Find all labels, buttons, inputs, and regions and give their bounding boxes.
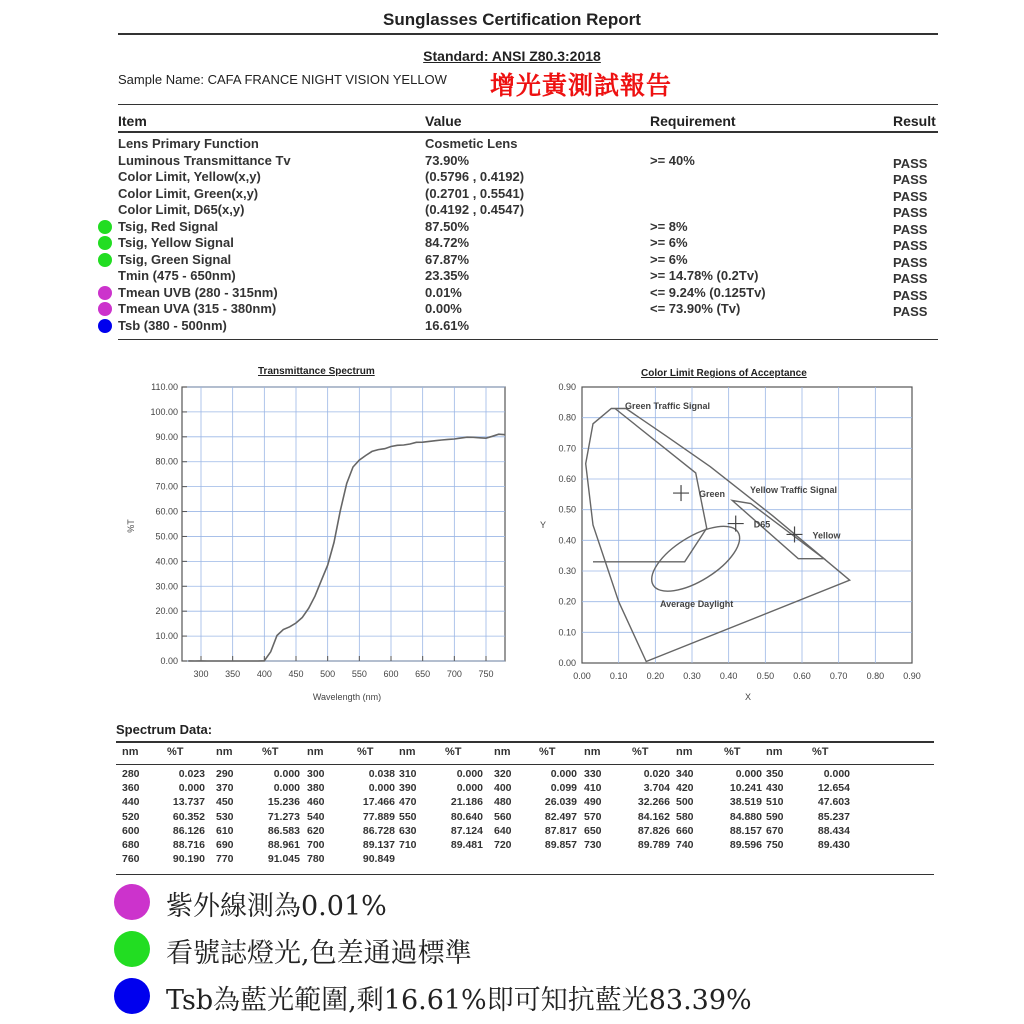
title-divider bbox=[118, 33, 938, 35]
spectrum-transmittance-cell: 32.266 bbox=[637, 796, 670, 809]
color-x-tick-label: 0.90 bbox=[903, 671, 921, 681]
table-cell-item: Tmean UVA (315 - 380nm) bbox=[118, 301, 277, 316]
spectrum-header-cell: %T bbox=[632, 746, 649, 758]
spectrum-y-tick-label: 70.00 bbox=[155, 481, 178, 492]
table-cell-value: 87.50% bbox=[425, 218, 470, 234]
table-cell-value: (0.2701 , 0.5541) bbox=[425, 185, 525, 201]
spectrum-transmittance-cell: 0.023 bbox=[178, 768, 205, 780]
spectrum-wavelength-cell: 430 bbox=[766, 782, 784, 795]
spectrum-chart-title: Transmittance Spectrum bbox=[258, 366, 375, 377]
spectrum-transmittance-cell: 0.000 bbox=[735, 768, 762, 780]
spectrum-wavelength-cell: 410 bbox=[584, 782, 602, 795]
spectrum-transmittance-cell: 77.889 bbox=[362, 810, 395, 823]
header-requirement: Requirement bbox=[650, 113, 736, 129]
color-x-tick-label: 0.00 bbox=[573, 671, 591, 681]
table-cell-result: PASS bbox=[893, 205, 928, 220]
spectrum-transmittance-cell: 71.273 bbox=[267, 810, 300, 823]
spectrum-y-tick-label: 60.00 bbox=[155, 506, 178, 517]
table-cell-result: PASS bbox=[893, 304, 928, 319]
spectrum-transmittance-cell: 87.124 bbox=[450, 824, 483, 837]
spectrum-x-tick-label: 300 bbox=[193, 669, 209, 679]
spectrum-top-divider bbox=[116, 741, 934, 743]
table-cell-result: PASS bbox=[893, 155, 928, 171]
spectrum-transmittance-cell: 88.961 bbox=[267, 839, 300, 851]
spectrum-y-tick-label: 100.00 bbox=[150, 406, 178, 417]
table-cell-value: 23.35% bbox=[425, 268, 470, 283]
spectrum-x-tick-label: 650 bbox=[415, 669, 431, 679]
spectrum-transmittance-cell: 89.430 bbox=[817, 839, 850, 851]
green-traffic-region bbox=[593, 409, 707, 562]
spectrum-wavelength-cell: 440 bbox=[122, 796, 140, 809]
spectrum-wavelength-cell: 380 bbox=[307, 782, 325, 795]
table-cell-item: Tsig, Green Signal bbox=[118, 251, 232, 267]
note-text: Tsb為藍光範圍,剩16.61%即可知抗藍光83.39% bbox=[166, 985, 752, 1016]
spectrum-transmittance-cell: 17.466 bbox=[362, 796, 395, 809]
color-y-tick-label: 0.50 bbox=[558, 504, 576, 515]
spectrum-transmittance-cell: 0.000 bbox=[823, 768, 850, 780]
note-text: 紫外線測為0.01% bbox=[166, 891, 387, 922]
spectrum-wavelength-cell: 640 bbox=[494, 824, 512, 837]
spectrum-x-axis-label: Wavelength (nm) bbox=[312, 692, 382, 702]
note-dot bbox=[114, 978, 150, 1014]
color-y-tick-label: 0.00 bbox=[558, 658, 576, 668]
spectrum-wavelength-cell: 750 bbox=[766, 839, 784, 851]
spectrum-bottom-divider bbox=[116, 874, 934, 875]
table-cell-item: Tsig, Yellow Signal bbox=[118, 235, 234, 250]
table-cell-value: 73.90% bbox=[425, 152, 470, 168]
table-cell-req: >= 6% bbox=[650, 235, 688, 250]
spectrum-transmittance-cell: 0.000 bbox=[368, 782, 395, 795]
spectrum-header-cell: nm bbox=[584, 746, 601, 758]
color-y-axis-label: Y bbox=[540, 520, 547, 530]
spectrum-wavelength-cell: 740 bbox=[676, 839, 694, 851]
color-x-axis-label: X bbox=[744, 692, 752, 702]
spectrum-wavelength-cell: 370 bbox=[216, 782, 234, 795]
spectrum-data-title: Spectrum Data: bbox=[116, 722, 213, 737]
spectrum-wavelength-cell: 360 bbox=[122, 782, 140, 795]
spectrum-wavelength-cell: 420 bbox=[676, 782, 694, 795]
spectrum-transmittance-cell: 21.186 bbox=[450, 796, 483, 809]
spectrum-header-cell: nm bbox=[216, 746, 233, 758]
spectrum-header-cell: nm bbox=[676, 746, 693, 758]
color-x-tick-label: 0.80 bbox=[866, 671, 885, 681]
spectrum-wavelength-cell: 540 bbox=[307, 810, 325, 823]
average-daylight-region bbox=[642, 514, 750, 604]
table-cell-item: Tsb (380 - 500nm) bbox=[118, 317, 227, 333]
spectrum-header-cell: %T bbox=[724, 746, 741, 758]
chinese-title-annotation: 增光黃測試報告 bbox=[490, 71, 673, 100]
table-cell-value: 16.61% bbox=[425, 317, 470, 333]
spectrum-wavelength-cell: 470 bbox=[399, 796, 417, 809]
spectrum-transmittance-cell: 0.020 bbox=[643, 768, 670, 780]
spectrum-transmittance-cell: 89.857 bbox=[544, 839, 577, 851]
point-label-green: Green bbox=[699, 489, 726, 500]
table-cell-item: Color Limit, D65(x,y) bbox=[118, 202, 245, 217]
spectrum-wavelength-cell: 520 bbox=[122, 810, 140, 823]
sample-name: Sample Name: CAFA FRANCE NIGHT VISION YELLOW bbox=[118, 72, 447, 87]
table-cell-req: <= 73.90% (Tv) bbox=[650, 301, 741, 316]
table-cell-result: PASS bbox=[893, 287, 928, 303]
region-label-average-daylight: Average Daylight bbox=[660, 599, 734, 609]
spectrum-transmittance-cell: 87.817 bbox=[544, 824, 577, 837]
color-y-tick-label: 0.10 bbox=[558, 627, 576, 638]
point-label-d65: D65 bbox=[753, 519, 771, 530]
highlight-dot bbox=[98, 319, 112, 333]
spectrum-wavelength-cell: 500 bbox=[676, 796, 694, 809]
color-x-tick-label: 0.20 bbox=[646, 671, 665, 681]
spectrum-transmittance-cell: 0.000 bbox=[456, 782, 483, 795]
spectrum-y-tick-label: 50.00 bbox=[155, 531, 178, 542]
spectrum-y-axis-label: %T bbox=[126, 519, 136, 533]
table-cell-value: Cosmetic Lens bbox=[425, 136, 518, 151]
highlight-dot bbox=[98, 253, 112, 267]
table-cell-item: Tmean UVB (280 - 315nm) bbox=[118, 284, 278, 300]
spectrum-transmittance-cell: 89.596 bbox=[729, 839, 762, 851]
spectrum-transmittance-cell: 0.000 bbox=[456, 768, 483, 780]
spectrum-x-tick-label: 600 bbox=[383, 669, 399, 679]
color-x-tick-label: 0.30 bbox=[683, 671, 701, 681]
spectrum-wavelength-cell: 300 bbox=[307, 768, 325, 780]
spectrum-transmittance-cell: 86.728 bbox=[362, 824, 395, 837]
spectrum-transmittance-cell: 47.603 bbox=[817, 796, 850, 809]
note-text: 看號誌燈光,色差通過標準 bbox=[166, 938, 472, 969]
table-cell-value: 84.72% bbox=[425, 235, 470, 250]
spectrum-transmittance-cell: 90.849 bbox=[362, 853, 395, 866]
spectrum-wavelength-cell: 710 bbox=[399, 839, 417, 851]
spectrum-x-tick-label: 350 bbox=[225, 669, 241, 679]
spectrum-transmittance-cell: 0.038 bbox=[368, 768, 395, 780]
spectrum-wavelength-cell: 780 bbox=[307, 853, 325, 866]
spectrum-transmittance-cell: 89.137 bbox=[362, 839, 395, 851]
spectrum-x-tick-label: 500 bbox=[320, 669, 336, 679]
spectrum-wavelength-cell: 570 bbox=[584, 810, 602, 823]
table-cell-value: 67.87% bbox=[425, 251, 470, 267]
spectrum-y-tick-label: 90.00 bbox=[155, 431, 178, 442]
color-x-tick-label: 0.40 bbox=[719, 671, 738, 681]
spectrum-wavelength-cell: 550 bbox=[399, 810, 417, 823]
color-y-tick-label: 0.40 bbox=[558, 535, 576, 546]
spectrum-transmittance-cell: 84.880 bbox=[729, 810, 762, 823]
spectrum-wavelength-cell: 280 bbox=[122, 768, 140, 780]
color-x-tick-label: 0.70 bbox=[829, 671, 848, 681]
spectrum-transmittance-cell: 12.654 bbox=[817, 782, 850, 795]
color-y-tick-label: 0.70 bbox=[558, 443, 576, 454]
spectrum-wavelength-cell: 390 bbox=[399, 782, 417, 795]
spectrum-wavelength-cell: 320 bbox=[494, 768, 512, 780]
spectrum-transmittance-cell: 26.039 bbox=[544, 796, 577, 809]
table-cell-value: 0.01% bbox=[425, 284, 462, 300]
spectrum-y-tick-label: 40.00 bbox=[155, 556, 178, 567]
spectrum-header-cell: nm bbox=[399, 746, 416, 758]
spectrum-wavelength-cell: 610 bbox=[216, 824, 234, 837]
spectrum-transmittance-cell: 91.045 bbox=[267, 853, 300, 866]
standard-label: Standard: ANSI Z80.3:2018 bbox=[423, 48, 601, 64]
spectrum-header-cell: nm bbox=[494, 746, 511, 758]
spectrum-wavelength-cell: 670 bbox=[766, 824, 784, 837]
table-bottom-divider bbox=[118, 339, 938, 340]
spectrum-wavelength-cell: 530 bbox=[216, 810, 234, 823]
spectrum-wavelength-cell: 510 bbox=[766, 796, 784, 809]
header-item: Item bbox=[118, 113, 147, 129]
table-cell-req: >= 6% bbox=[650, 251, 688, 267]
spectrum-transmittance-cell: 87.826 bbox=[637, 824, 670, 837]
spectrum-wavelength-cell: 450 bbox=[216, 796, 234, 809]
spectrum-header-cell: %T bbox=[357, 746, 374, 758]
table-cell-item: Tmin (475 - 650nm) bbox=[118, 268, 236, 283]
spectrum-wavelength-cell: 600 bbox=[122, 824, 140, 837]
spectrum-wavelength-cell: 480 bbox=[494, 796, 512, 809]
spectrum-transmittance-cell: 10.241 bbox=[729, 782, 762, 795]
color-y-tick-label: 0.90 bbox=[558, 382, 576, 392]
table-cell-req: <= 9.24% (0.125Tv) bbox=[650, 284, 766, 300]
spectrum-wavelength-cell: 460 bbox=[307, 796, 325, 809]
spectrum-wavelength-cell: 560 bbox=[494, 810, 512, 823]
spectrum-x-tick-label: 750 bbox=[478, 669, 494, 679]
spectrum-y-tick-label: 0.00 bbox=[160, 656, 178, 666]
spectrum-transmittance-cell: 0.000 bbox=[550, 768, 577, 780]
table-cell-value: (0.4192 , 0.4547) bbox=[425, 202, 525, 217]
color-y-tick-label: 0.20 bbox=[558, 596, 576, 607]
color-chart-title: Color Limit Regions of Acceptance bbox=[641, 368, 807, 379]
spectrum-transmittance-cell: 3.704 bbox=[643, 782, 670, 795]
spectrum-transmittance-cell: 0.000 bbox=[273, 782, 300, 795]
spectrum-wavelength-cell: 660 bbox=[676, 824, 694, 837]
spectrum-y-tick-label: 20.00 bbox=[155, 606, 178, 617]
spectrum-header-cell: nm bbox=[766, 746, 783, 758]
spectrum-wavelength-cell: 400 bbox=[494, 782, 512, 795]
spectrum-transmittance-cell: 88.434 bbox=[817, 824, 850, 837]
color-x-tick-label: 0.10 bbox=[609, 671, 628, 681]
color-x-tick-label: 0.60 bbox=[793, 671, 811, 681]
spectrum-header-cell: %T bbox=[445, 746, 462, 758]
spectrum-transmittance-cell: 60.352 bbox=[172, 810, 205, 823]
table-cell-req: >= 8% bbox=[650, 218, 688, 234]
spectrum-transmittance-cell: 0.000 bbox=[178, 782, 205, 795]
spectrum-transmittance-cell: 13.737 bbox=[172, 796, 205, 809]
color-y-tick-label: 0.60 bbox=[558, 474, 576, 484]
color-y-tick-label: 0.30 bbox=[558, 566, 576, 576]
spectrum-wavelength-cell: 340 bbox=[676, 768, 694, 780]
spectrum-transmittance-cell: 80.640 bbox=[450, 810, 483, 823]
transmittance-curve bbox=[188, 434, 505, 661]
spectrum-wavelength-cell: 330 bbox=[584, 768, 602, 780]
spectrum-plot-frame bbox=[182, 387, 505, 661]
spectrum-transmittance-cell: 15.236 bbox=[267, 796, 300, 809]
table-cell-result: PASS bbox=[893, 254, 928, 270]
spectrum-y-tick-label: 30.00 bbox=[155, 581, 178, 592]
spectrum-wavelength-cell: 730 bbox=[584, 839, 602, 851]
spectrum-wavelength-cell: 770 bbox=[216, 853, 234, 866]
table-cell-item: Color Limit, Green(x,y) bbox=[118, 185, 259, 201]
spectrum-transmittance-cell: 82.497 bbox=[544, 810, 577, 823]
spectral-locus bbox=[586, 409, 850, 662]
report-title: Sunglasses Certification Report bbox=[383, 10, 641, 29]
transmittance-spectrum-chart bbox=[112, 378, 522, 708]
color-y-tick-label: 0.80 bbox=[558, 412, 576, 423]
table-cell-result: PASS bbox=[893, 221, 928, 237]
spectrum-header-cell: %T bbox=[539, 746, 556, 758]
spectrum-transmittance-cell: 86.583 bbox=[267, 824, 300, 837]
point-label-yellow: Yellow bbox=[812, 530, 841, 541]
spectrum-wavelength-cell: 580 bbox=[676, 810, 694, 823]
spectrum-transmittance-cell: 0.000 bbox=[273, 768, 300, 780]
spectrum-header-divider bbox=[116, 764, 934, 765]
spectrum-wavelength-cell: 760 bbox=[122, 853, 140, 866]
spectrum-transmittance-cell: 89.481 bbox=[450, 839, 483, 851]
spectrum-wavelength-cell: 290 bbox=[216, 768, 234, 780]
spectrum-x-tick-label: 550 bbox=[351, 669, 367, 679]
region-label-green-traffic: Green Traffic Signal bbox=[625, 401, 711, 411]
spectrum-transmittance-cell: 0.099 bbox=[550, 782, 577, 795]
table-cell-item: Tsig, Red Signal bbox=[118, 218, 219, 234]
spectrum-wavelength-cell: 590 bbox=[766, 810, 784, 823]
spectrum-wavelength-cell: 310 bbox=[399, 768, 417, 780]
highlight-dot bbox=[98, 302, 112, 316]
table-cell-result: PASS bbox=[893, 271, 928, 286]
spectrum-transmittance-cell: 88.716 bbox=[172, 839, 205, 851]
spectrum-transmittance-cell: 88.157 bbox=[729, 824, 762, 837]
spectrum-wavelength-cell: 650 bbox=[584, 824, 602, 837]
table-cell-result: PASS bbox=[893, 238, 928, 253]
spectrum-wavelength-cell: 350 bbox=[766, 768, 784, 780]
table-cell-value: (0.5796 , 0.4192) bbox=[425, 169, 525, 184]
header-value: Value bbox=[425, 113, 462, 129]
spectrum-header-cell: %T bbox=[167, 746, 184, 758]
note-dot bbox=[114, 931, 150, 967]
table-cell-result: PASS bbox=[893, 188, 928, 204]
spectrum-transmittance-cell: 86.126 bbox=[172, 824, 205, 837]
spectrum-y-tick-label: 80.00 bbox=[155, 456, 178, 467]
spectrum-transmittance-cell: 90.190 bbox=[172, 853, 205, 866]
table-cell-item: Color Limit, Yellow(x,y) bbox=[118, 169, 261, 184]
color-x-tick-label: 0.50 bbox=[756, 671, 775, 681]
table-cell-req: >= 14.78% (0.2Tv) bbox=[650, 268, 759, 283]
spectrum-transmittance-cell: 89.789 bbox=[637, 839, 670, 851]
spectrum-transmittance-cell: 85.237 bbox=[817, 810, 850, 823]
spectrum-header-cell: nm bbox=[307, 746, 324, 758]
spectrum-wavelength-cell: 720 bbox=[494, 839, 512, 851]
highlight-dot bbox=[98, 236, 112, 250]
spectrum-header-cell: %T bbox=[812, 746, 829, 758]
highlight-dot bbox=[98, 220, 112, 234]
table-cell-req: >= 40% bbox=[650, 152, 695, 168]
spectrum-wavelength-cell: 490 bbox=[584, 796, 602, 809]
header-divider bbox=[118, 104, 938, 105]
table-cell-value: 0.00% bbox=[425, 301, 462, 316]
spectrum-transmittance-cell: 84.162 bbox=[637, 810, 670, 823]
spectrum-wavelength-cell: 680 bbox=[122, 839, 140, 851]
spectrum-header-cell: %T bbox=[262, 746, 279, 758]
highlight-dot bbox=[98, 286, 112, 300]
table-cell-item: Lens Primary Function bbox=[118, 136, 259, 151]
spectrum-wavelength-cell: 630 bbox=[399, 824, 417, 837]
spectrum-x-tick-label: 400 bbox=[256, 669, 272, 679]
spectrum-header-cell: nm bbox=[122, 746, 139, 758]
spectrum-x-tick-label: 700 bbox=[446, 669, 462, 679]
table-header-divider bbox=[118, 131, 938, 133]
spectrum-y-tick-label: 10.00 bbox=[155, 631, 178, 642]
spectrum-x-tick-label: 450 bbox=[288, 669, 304, 679]
color-limit-chart bbox=[530, 378, 930, 708]
spectrum-transmittance-cell: 38.519 bbox=[729, 796, 762, 809]
yellow-traffic-region bbox=[732, 501, 824, 559]
spectrum-wavelength-cell: 620 bbox=[307, 824, 325, 837]
spectrum-wavelength-cell: 690 bbox=[216, 839, 234, 851]
header-result: Result bbox=[893, 113, 936, 129]
region-label-yellow-traffic: Yellow Traffic Signal bbox=[750, 485, 838, 495]
spectrum-wavelength-cell: 700 bbox=[307, 839, 325, 851]
note-dot bbox=[114, 884, 150, 920]
table-cell-result: PASS bbox=[893, 172, 928, 187]
table-cell-item: Luminous Transmittance Tv bbox=[118, 152, 291, 168]
spectrum-y-tick-label: 110.00 bbox=[151, 382, 178, 392]
